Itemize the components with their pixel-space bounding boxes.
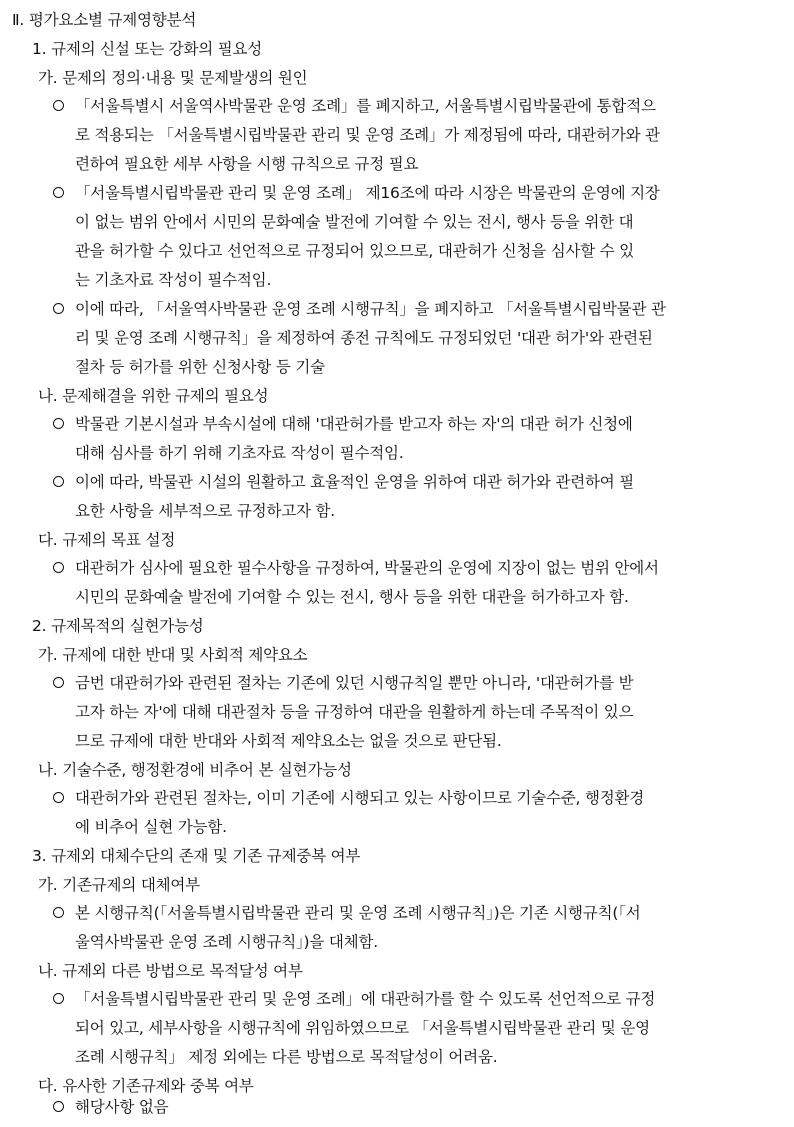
paragraph-line: 대관허가와 관련된 절차는, 이미 기존에 시행되고 있는 사항이므로 기술수준, 행정환경 <box>75 789 645 807</box>
paragraph-line: 「서울특별시립박물관 관리 및 운영 조례」에 대관허가를 할 수 있도록 선언적으로 규정 <box>75 990 656 1008</box>
bullet-circle-icon <box>53 562 64 573</box>
bullet-circle-icon <box>53 907 64 918</box>
paragraph-line: 금번 대관허가와 관련된 절차는 기존에 있던 시행규칙일 뿐만 아니라, '대관허가를 받 <box>75 674 634 692</box>
paragraph-line: 련하여 필요한 세부 사항을 시행 규칙으로 규정 필요 <box>75 155 419 173</box>
bullet-circle-icon <box>53 418 64 429</box>
item-1c-heading: 다. 규제의 목표 설정 <box>38 531 176 549</box>
item-1b-heading: 나. 문제해결을 위한 규제의 필요성 <box>38 387 269 405</box>
subsection-2-heading: 2. 규제목적의 실현가능성 <box>32 617 204 635</box>
bullet-circle-icon <box>53 1101 64 1112</box>
bullet-circle-icon <box>53 303 64 314</box>
bullet-circle-icon <box>53 476 64 487</box>
paragraph-line: 는 기초자료 작성이 필수적임. <box>75 271 272 289</box>
paragraph-line: 로 적용되는 「서울특별시립박물관 관리 및 운영 조례」가 제정됨에 따라, 대관허가와 관 <box>75 126 660 144</box>
bullet-circle-icon <box>53 993 64 1004</box>
item-2b-heading: 나. 기술수준, 행정환경에 비추어 본 실현가능성 <box>38 761 352 779</box>
paragraph-line: 해당사항 없음 <box>75 1098 169 1116</box>
bullet-circle-icon <box>53 187 64 198</box>
item-3b-heading: 나. 규제외 다른 방법으로 목적달성 여부 <box>38 962 303 980</box>
paragraph-line: 이에 따라, 「서울역사박물관 운영 조례 시행규칙」을 폐지하고 「서울특별시립박물관 관 <box>75 300 666 318</box>
paragraph-line: 박물관 기본시설과 부속시설에 대해 '대관허가를 받고자 하는 자'의 대관 허가 신청에 <box>75 415 633 433</box>
paragraph-line: 이 없는 범위 안에서 시민의 문화예술 발전에 기여할 수 있는 전시, 행사 등을 위한 대 <box>75 213 634 231</box>
paragraph-line: 절차 등 허가를 위한 신청사항 등 기술 <box>75 358 325 376</box>
paragraph-line: 관을 허가할 수 있다고 선언적으로 규정되어 있으므로, 대관허가 신청을 심사할 수 있 <box>75 242 635 260</box>
paragraph-line: 요한 사항을 세부적으로 규정하고자 함. <box>75 502 336 520</box>
paragraph-line: 시민의 문화예술 발전에 기여할 수 있는 전시, 행사 등을 위한 대관을 허가하고자 함. <box>75 588 629 606</box>
bullet-circle-icon <box>53 677 64 688</box>
paragraph-line: 대해 심사를 하기 위해 기초자료 작성이 필수적임. <box>75 444 404 462</box>
paragraph-line: 리 및 운영 조례 시행규칙」을 제정하여 종전 규칙에도 규정되었던 '대관 허가'와 관련된 <box>75 329 653 347</box>
subsection-1-heading: 1. 규제의 신설 또는 강화의 필요성 <box>32 40 263 58</box>
paragraph-line: 울역사박물관 운영 조례 시행규칙」)을 대체함. <box>75 933 378 951</box>
paragraph-line: 본 시행규칙(「서울특별시립박물관 관리 및 운영 조례 시행규칙」)은 기존 시행규칙(「서 <box>75 904 641 922</box>
subsection-3-heading: 3. 규제외 대체수단의 존재 및 기존 규제중복 여부 <box>32 847 361 865</box>
paragraph-line: 「서울특별시립박물관 관리 및 운영 조례」 제16조에 따라 시장은 박물관의 운영에 지장 <box>75 184 660 202</box>
paragraph-line: 에 비추어 실현 가능함. <box>75 818 227 836</box>
bullet-circle-icon <box>53 100 64 111</box>
paragraph-line: 므로 규제에 대한 반대와 사회적 제약요소는 없을 것으로 판단됨. <box>75 732 502 750</box>
bullet-circle-icon <box>53 792 64 803</box>
section-title: Ⅱ. 평가요소별 규제영향분석 <box>12 11 197 29</box>
paragraph-line: 되어 있고, 세부사항을 시행규칙에 위임하였으므로 「서울특별시립박물관 관리 및 운영 <box>75 1019 650 1037</box>
item-3c-heading: 다. 유사한 기존규제와 중복 여부 <box>38 1077 254 1095</box>
item-1a-heading: 가. 문제의 정의·내용 및 문제발생의 원인 <box>38 69 308 87</box>
paragraph-line: 「서울특별시 서울역사박물관 운영 조례」를 폐지하고, 서울특별시립박물관에 통합적으 <box>75 97 656 115</box>
paragraph-line: 조례 시행규칙」 제정 외에는 다른 방법으로 목적달성이 어려움. <box>75 1048 498 1066</box>
paragraph-line: 고자 하는 자'에 대해 대관절차 등을 규정하여 대관을 원활하게 하는데 주목적이 있으 <box>75 703 634 721</box>
item-3a-heading: 가. 기존규제의 대체여부 <box>38 876 200 894</box>
paragraph-line: 이에 따라, 박물관 시설의 원활하고 효율적인 운영을 위하여 대관 허가와 관련하여 필 <box>75 473 635 491</box>
paragraph-line: 대관허가 심사에 필요한 필수사항을 규정하여, 박물관의 운영에 지장이 없는 범위 안에서 <box>75 559 659 577</box>
item-2a-heading: 가. 규제에 대한 반대 및 사회적 제약요소 <box>38 646 308 664</box>
